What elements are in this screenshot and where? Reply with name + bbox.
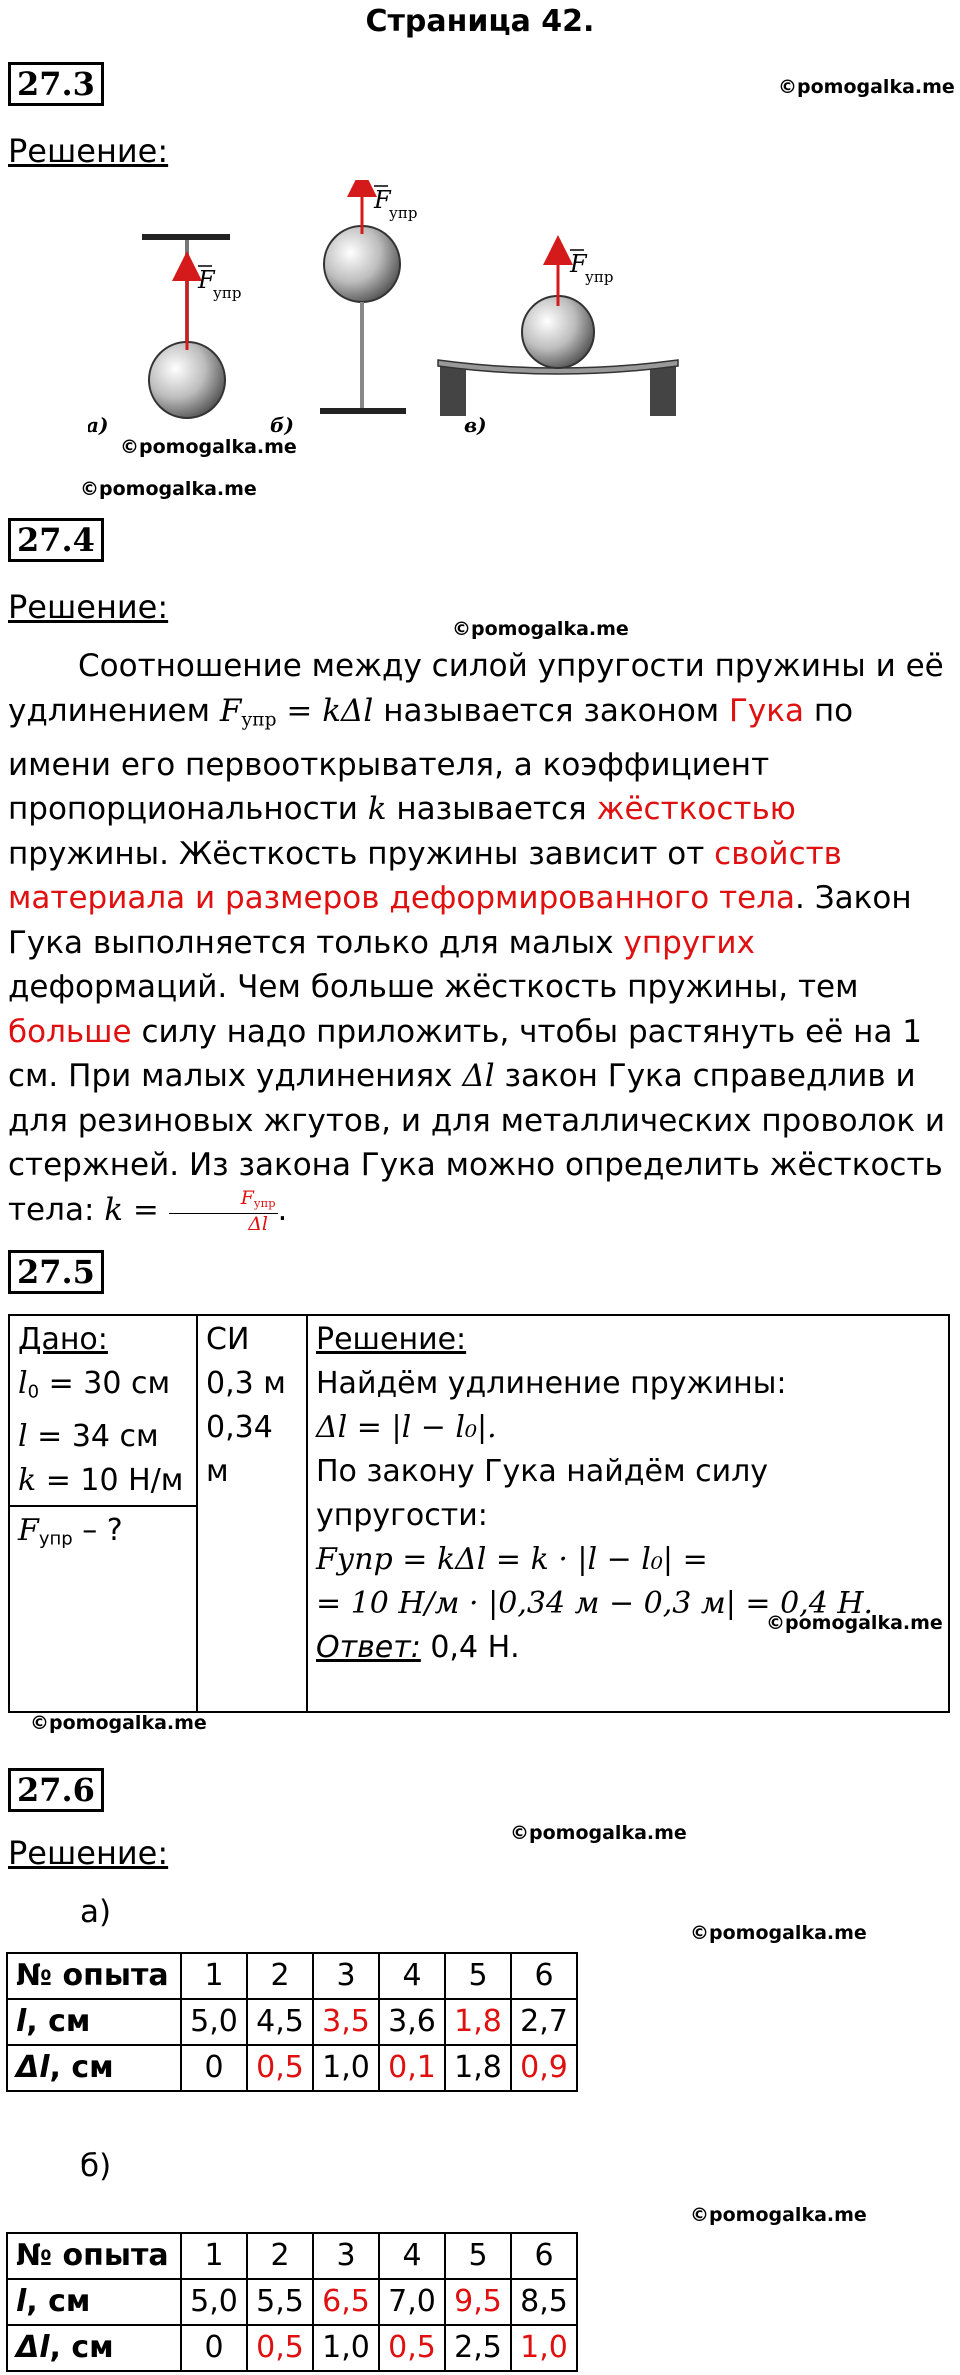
si-label: СИ bbox=[206, 1322, 250, 1357]
trial-number: 1 bbox=[181, 2233, 247, 2279]
answer-label: Ответ: bbox=[316, 1630, 421, 1665]
force-label-b: F bbox=[374, 186, 391, 214]
cell-answer: 0,5 bbox=[247, 2325, 313, 2371]
force-label-a: F bbox=[198, 266, 215, 294]
ball-a bbox=[149, 342, 225, 418]
text: пружины. Жёсткость пружины зависит от bbox=[8, 835, 715, 872]
solution-cell bbox=[307, 1315, 949, 1712]
force-sub-a: упр bbox=[213, 284, 242, 302]
watermark: ©pomogalka.me bbox=[452, 618, 629, 640]
ball-c bbox=[522, 296, 594, 368]
text: Соотношение между силой упругости пружины и её удлинением bbox=[8, 648, 944, 729]
cell-answer: 9,5 bbox=[445, 2279, 511, 2325]
solution-label: Решение: bbox=[8, 588, 169, 626]
figure-forces bbox=[88, 180, 756, 442]
experiment-table-b bbox=[6, 2232, 578, 2372]
formula-line: Δl = |l − l₀|. bbox=[316, 1410, 497, 1445]
trial-number: 1 bbox=[181, 1953, 247, 1999]
answer-value: 0,4 Н. bbox=[420, 1630, 520, 1665]
text: силу надо приложить, чтобы растянуть её на 1 см. При малых удлинениях bbox=[8, 1013, 923, 1095]
fig-label-b: б) bbox=[270, 413, 294, 437]
trial-number: 2 bbox=[247, 1953, 313, 1999]
highlight-term: больше bbox=[8, 1013, 132, 1050]
cell-value: 4,5 bbox=[247, 1999, 313, 2045]
support-left bbox=[440, 366, 466, 416]
problem-number-27-5: 27.5 bbox=[8, 1250, 104, 1294]
formula-line: = 10 Н/м · |0,34 м − 0,3 м| = 0,4 Н. bbox=[316, 1586, 874, 1621]
cell-answer: 1,0 bbox=[511, 2325, 577, 2371]
cell-value: 1,8 bbox=[445, 2045, 511, 2091]
text: по имени его первооткрывателя, а коэффициент пропорциональности bbox=[8, 692, 854, 828]
cell-answer: 0,5 bbox=[247, 2045, 313, 2091]
solution-line: Найдём удлинение пружины: bbox=[316, 1366, 787, 1401]
given-label: Дано: bbox=[18, 1322, 108, 1357]
cell-value: 3,6 bbox=[379, 1999, 445, 2045]
cell-value: 5,0 bbox=[181, 2279, 247, 2325]
text: называется законом bbox=[373, 692, 730, 729]
force-label-c: F bbox=[570, 250, 587, 278]
trial-number: 3 bbox=[313, 1953, 379, 1999]
text: называется bbox=[386, 791, 597, 828]
experiment-table-a bbox=[6, 1952, 578, 2092]
given-k: k = 10 Н/м bbox=[18, 1462, 184, 1498]
watermark: ©pomogalka.me bbox=[30, 1712, 207, 1734]
force-sub-c: упр bbox=[585, 268, 614, 286]
force-sub-b: упр bbox=[389, 204, 418, 222]
problem-number-27-6: 27.6 bbox=[8, 1768, 104, 1812]
si-cell bbox=[197, 1315, 307, 1712]
ceiling-bar bbox=[142, 234, 230, 240]
highlight-term: упругих bbox=[623, 924, 755, 961]
trial-number: 6 bbox=[511, 2233, 577, 2279]
header-length: l, см bbox=[7, 1999, 181, 2045]
problem-number-27-3: 27.3 bbox=[8, 62, 104, 106]
cell-value: 0 bbox=[181, 2045, 247, 2091]
header-elongation: Δl, см bbox=[7, 2045, 181, 2091]
solution-label: Решение: bbox=[8, 132, 169, 170]
trial-number: 6 bbox=[511, 1953, 577, 1999]
problem-number-27-4: 27.4 bbox=[8, 518, 104, 562]
part-a-label: а) bbox=[80, 1894, 112, 1930]
solution-label: Решение: bbox=[8, 1834, 169, 1872]
find-cell bbox=[9, 1506, 197, 1712]
paragraph-hooke: Соотношение между силой упругости пружины и её удлинением $F_{упр} = k\Delta l$ называется законом Гука по имени его первооткрывателя, а коэффициент пропорциональности k называется жёсткостью пружины. Жёсткость пружины зависит от свойств материала и размеров деформированного тела. Закон Гука выполняется только для малых упругих деформаций. Чем больше жёсткость пружины, тем больше силу надо приложить, чтобы растянуть её на 1 см. При малых удлинениях Δl закон Гука справедлив и для резиновых жгутов, и для металлических проволок и стержней. Из закона Гука можно определить жёсткость тела: k = $\frac{F_{упр}}{\Delta l}$ . bbox=[8, 648, 946, 1236]
trial-number: 5 bbox=[445, 1953, 511, 1999]
trial-number: 4 bbox=[379, 1953, 445, 1999]
page-title: Страница 42. bbox=[365, 4, 595, 39]
trial-number: 4 bbox=[379, 2233, 445, 2279]
trial-number: 2 bbox=[247, 2233, 313, 2279]
cell-answer: 0,5 bbox=[379, 2325, 445, 2371]
si-value: 0,34 м bbox=[206, 1410, 273, 1489]
cell-value: 5,5 bbox=[247, 2279, 313, 2325]
watermark: ©pomogalka.me bbox=[80, 478, 257, 500]
cell-value: 2,5 bbox=[445, 2325, 511, 2371]
part-b-label: б) bbox=[80, 2148, 112, 2184]
solution-label: Решение: bbox=[316, 1322, 467, 1357]
find-value: $F_{упр}$ – ? bbox=[18, 1512, 123, 1549]
text: деформаций. Чем больше жёсткость пружины, тем bbox=[8, 969, 859, 1006]
cell-answer: 1,8 bbox=[445, 1999, 511, 2045]
fig-label-a: а) bbox=[88, 413, 109, 437]
header-trial: № опыта bbox=[7, 2233, 181, 2279]
cell-value: 8,5 bbox=[511, 2279, 577, 2325]
header-elongation: Δl, см bbox=[7, 2325, 181, 2371]
cell-value: 1,0 bbox=[313, 2045, 379, 2091]
symbol-dl: Δl bbox=[462, 1058, 495, 1095]
formula-line: Fупр = kΔl = k · |l − l₀| = bbox=[316, 1542, 708, 1577]
watermark: ©pomogalka.me bbox=[778, 76, 955, 98]
highlight-term: свойств материала и размеров деформированного тела bbox=[8, 835, 842, 917]
solution-table bbox=[8, 1314, 950, 1713]
given-l: l = 34 см bbox=[18, 1418, 159, 1454]
formula-f: $F_{упр} = k\Delta l$ bbox=[219, 692, 374, 731]
cell-value: 2,7 bbox=[511, 1999, 577, 2045]
support-right bbox=[650, 366, 676, 416]
watermark: ©pomogalka.me bbox=[766, 1612, 943, 1634]
watermark: ©pomogalka.me bbox=[120, 436, 297, 458]
cell-answer: 3,5 bbox=[313, 1999, 379, 2045]
text: закон Гука справедлив и для резиновых жгутов, и для металлических проволок и стержней. Из закона Гука можно определить жёсткость тела: bbox=[8, 1058, 946, 1228]
formula-k: k = bbox=[104, 1191, 169, 1228]
watermark: ©pomogalka.me bbox=[690, 1922, 867, 1944]
highlight-term: жёсткостью bbox=[596, 791, 796, 828]
cell-value: 1,0 bbox=[313, 2325, 379, 2371]
ball-b bbox=[324, 226, 400, 302]
given-l0: $l_0 = 30$ см bbox=[18, 1366, 171, 1403]
highlight-term: Гука bbox=[729, 692, 805, 729]
trial-number: 3 bbox=[313, 2233, 379, 2279]
fig-label-c: в) bbox=[464, 413, 487, 437]
given-cell bbox=[9, 1315, 197, 1506]
header-length: l, см bbox=[7, 2279, 181, 2325]
watermark: ©pomogalka.me bbox=[690, 2204, 867, 2226]
figure-forces-svg bbox=[88, 180, 756, 442]
solution-line: По закону Гука найдём силу упругости: bbox=[316, 1454, 769, 1533]
symbol-k: k bbox=[367, 791, 387, 828]
cell-answer: 6,5 bbox=[313, 2279, 379, 2325]
cell-value: 0 bbox=[181, 2325, 247, 2371]
text: . Закон Гука выполняется только для малых bbox=[8, 880, 912, 961]
cell-value: 5,0 bbox=[181, 1999, 247, 2045]
cell-answer: 0,1 bbox=[379, 2045, 445, 2091]
watermark: ©pomogalka.me bbox=[510, 1822, 687, 1844]
cell-value: 7,0 bbox=[379, 2279, 445, 2325]
trial-number: 5 bbox=[445, 2233, 511, 2279]
cell-answer: 0,9 bbox=[511, 2045, 577, 2091]
fraction-stiffness: $\frac{F_{упр}}{\Delta l}$ bbox=[169, 1188, 278, 1234]
floor-bar-b bbox=[320, 408, 406, 414]
si-value: 0,3 м bbox=[206, 1366, 286, 1401]
header-trial: № опыта bbox=[7, 1953, 181, 1999]
